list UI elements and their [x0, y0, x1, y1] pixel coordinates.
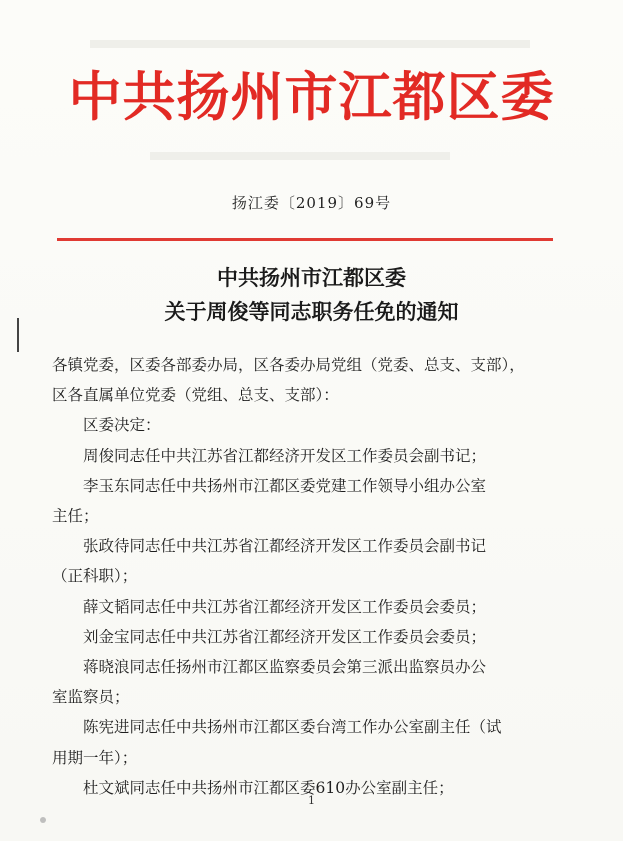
- body-line-appointment-cont: 用期一年）；: [52, 748, 138, 767]
- body-line-appointment: 张政待同志任中共江苏省江都经济开发区工作委员会副书记: [83, 537, 487, 556]
- body-line-decision: 区委决定：: [83, 416, 161, 435]
- body-line-appointment-cont: 主任；: [52, 507, 99, 526]
- body-line-appointment: 周俊同志任中共江苏省江都经济开发区工作委员会副书记；: [83, 446, 487, 465]
- margin-binding-mark: [17, 318, 19, 352]
- bleed-through-mark: [150, 152, 450, 160]
- body-line-appointment: 刘金宝同志任中共江苏省江都经济开发区工作委员会委员；: [83, 627, 487, 646]
- page-number: 1: [308, 794, 315, 807]
- scan-artifact: [40, 817, 46, 823]
- org-header-title: 中共扬州市江都区委: [68, 66, 555, 128]
- notice-body: [52, 350, 567, 803]
- document-number: 扬江委〔2019〕69号: [231, 194, 392, 212]
- body-line-appointment: 薛文韬同志任中共江苏省江都经济开发区工作委员会委员；: [83, 597, 487, 616]
- body-line-appointment: 蒋晓浪同志任扬州市江都区监察委员会第三派出监察员办公: [83, 658, 487, 677]
- bleed-through-mark: [90, 40, 530, 48]
- body-line-appointment: 李玉东同志任中共扬州市江都区委党建工作领导小组办公室: [83, 476, 487, 495]
- notice-title-line2: 关于周俊等同志职务任免的通知: [164, 299, 459, 324]
- notice-title-line1: 中共扬州市江都区委: [217, 265, 406, 290]
- body-line-addressee-cont: 区各直属单位党委（党组、总支、支部）：: [52, 386, 339, 405]
- body-line-addressee: 各镇党委，区委各部委办局，区各委办局党组（党委、总支、支部），: [52, 356, 525, 374]
- body-line-appointment: 陈宪进同志任中共扬州市江都区委台湾工作办公室副主任（试: [83, 718, 502, 737]
- red-divider-line: [57, 238, 553, 241]
- body-line-appointment: 杜文斌同志任中共扬州市江都区委610办公室副主任；: [83, 778, 454, 797]
- body-line-appointment-cont: （正科职）；: [52, 567, 138, 586]
- body-line-appointment-cont: 室监察员；: [52, 688, 130, 707]
